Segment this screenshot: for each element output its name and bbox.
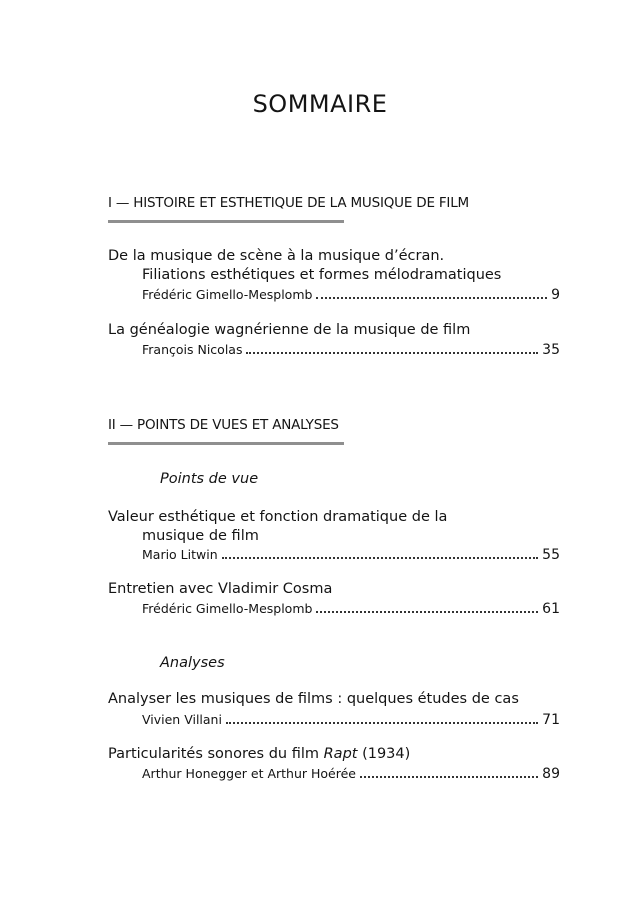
toc-entry-author-row[interactable] xyxy=(142,547,560,565)
entry-author: François Nicolas xyxy=(142,342,243,357)
entry-page-number: 71 xyxy=(542,712,560,728)
entry-author: Vivien Villani xyxy=(142,712,222,727)
toc-entry-author-row[interactable] xyxy=(142,342,560,360)
dot-leader xyxy=(316,611,538,613)
entry-page-number: 55 xyxy=(542,547,560,563)
entry-title-line: musique de film xyxy=(142,528,259,544)
subsection-title-points-de-vue: Points de vue xyxy=(160,471,259,487)
entry-title-line xyxy=(108,746,410,762)
page-title: SOMMAIRE xyxy=(252,90,388,118)
entry-author: Frédéric Gimello-Mesplomb xyxy=(142,287,313,302)
entry-title-text: (1934) xyxy=(357,746,411,762)
dot-leader xyxy=(226,722,538,724)
dot-leader xyxy=(360,776,538,778)
entry-title-line: Valeur esthétique et fonction dramatique de la xyxy=(108,509,448,525)
toc-entry-author-row[interactable] xyxy=(142,287,560,305)
dot-leader xyxy=(316,297,547,299)
entry-author: Frédéric Gimello-Mesplomb xyxy=(142,601,313,616)
dot-leader xyxy=(246,352,538,354)
toc-entry-author-row[interactable] xyxy=(142,712,560,730)
section-heading-2: II — POINTS DE VUES ET ANALYSES xyxy=(108,417,339,433)
entry-page-number: 35 xyxy=(542,342,560,358)
subsection-title-analyses: Analyses xyxy=(160,655,225,671)
entry-title-line: De la musique de scène à la musique d’écran. xyxy=(108,248,445,264)
section-divider-2 xyxy=(108,442,344,445)
entry-title-text: Particularités sonores du film xyxy=(108,746,324,762)
entry-author: Arthur Honegger et Arthur Hoérée xyxy=(142,766,356,781)
entry-title-line: Analyser les musiques de films : quelques études de cas xyxy=(108,691,519,707)
film-title-italic: Rapt xyxy=(323,746,358,762)
toc-entry-author-row[interactable] xyxy=(142,766,560,784)
entry-title-line: La généalogie wagnérienne de la musique de film xyxy=(108,322,471,338)
entry-page-number: 89 xyxy=(542,766,560,782)
dot-leader xyxy=(222,557,539,559)
entry-title-line: Filiations esthétiques et formes mélodramatiques xyxy=(142,267,502,283)
section-heading-1: I — HISTOIRE ET ESTHETIQUE DE LA MUSIQUE DE FILM xyxy=(108,195,469,211)
entry-page-number: 9 xyxy=(551,287,560,303)
section-divider-1 xyxy=(108,220,344,223)
entry-page-number: 61 xyxy=(542,601,560,617)
toc-entry-author-row[interactable] xyxy=(142,601,560,619)
entry-author: Mario Litwin xyxy=(142,547,218,562)
entry-title-line: Entretien avec Vladimir Cosma xyxy=(108,581,333,597)
